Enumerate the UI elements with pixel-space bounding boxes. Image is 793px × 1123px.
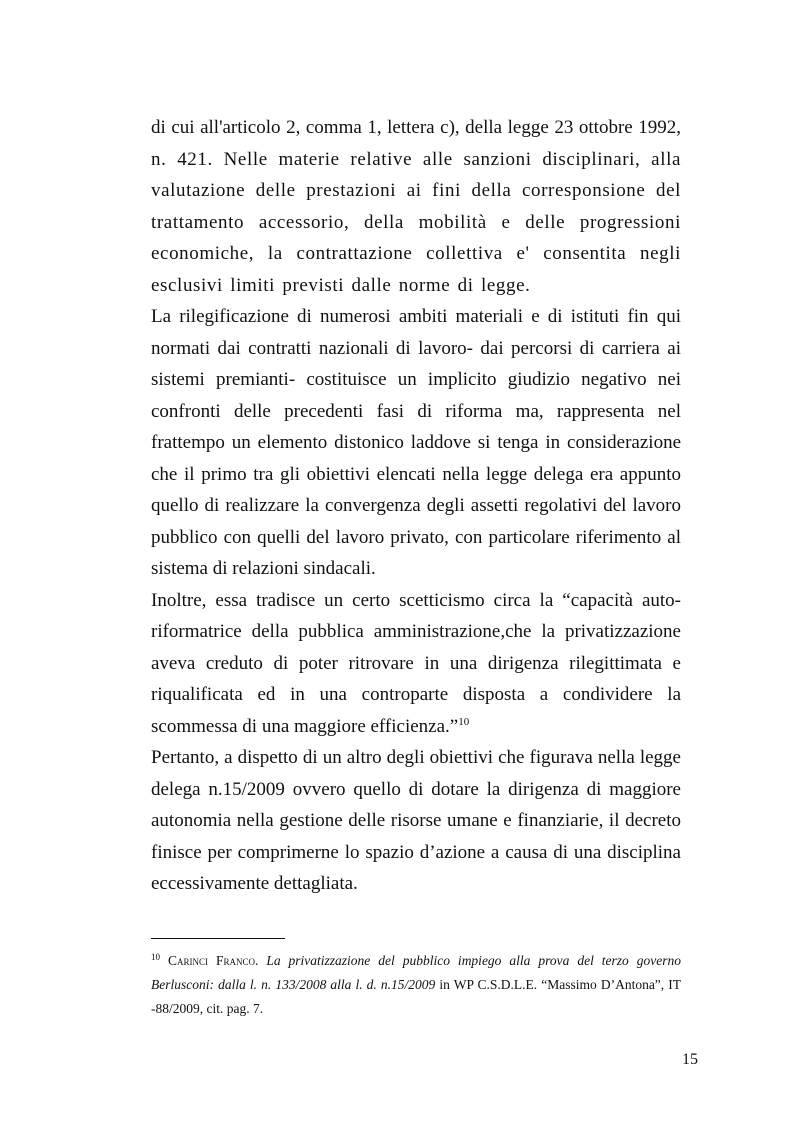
- footnote-separator: [151, 938, 285, 939]
- footnote: [151, 949, 681, 1021]
- paragraph-4: Pertanto, a dispetto di un altro degli obiettivi che figurava nella legge delega n.15/2009 ovvero quello di dotare la dirigenza di maggiore autonomia nella gestione delle risorse umane e finanziarie, il decreto finisce per comprimerne lo spazio d’azione a causa di una disciplina eccessivamente dettagliata.: [151, 747, 681, 894]
- paragraph-3: [151, 585, 681, 743]
- footnote-reference[interactable]: 10: [458, 715, 470, 728]
- footnote-author: Carinci Franco.: [168, 953, 259, 968]
- paragraph-3-text: Inoltre, essa tradisce un certo scetticismo circa la “capacità auto-riformatrice della pubblica amministrazione,che la privatizzazione aveva creduto di poter ritrovare in una dirigenza rilegittimata e riqualificata ed in una controparte disposta a condividere la scommessa di una maggiore efficienza.”: [151, 589, 681, 737]
- footnote-title: La privatizzazione del pubblico impiego alla prova del terzo governo Berlusconi: dalla l. n. 133/2008 alla l. d. n.15/2009: [151, 953, 681, 992]
- paragraph-2: La rilegificazione di numerosi ambiti materiali e di istituti fin qui normati dai contratti nazionali di lavoro- dai percorsi di carriera ai sistemi premianti- costituisce un implicito giudizio negativo nei confronti delle precedenti fasi di riforma ma, rappresenta nel frattempo un elemento distonico laddove si tenga in considerazione che il primo tra gli obiettivi elencati nella legge delega era appunto quello di realizzare la convergenza degli assetti regolativi del lavoro pubblico con quelli del lavoro privato, con particolare riferimento al sistema di relazioni sindacali.: [151, 306, 681, 579]
- paragraph-1: [151, 112, 681, 301]
- paragraph-1-line-1: di cui all'articolo 2, comma 1, lettera c), della legge 23 ottobre 1992,: [151, 117, 681, 138]
- page-number: 15: [682, 1051, 698, 1068]
- footnote-source: in WP C.S.D.L.E. “Massimo D’Antona”, IT -88/2009, cit. pag. 7.: [151, 977, 681, 1016]
- footnote-number: 10: [151, 952, 160, 962]
- paragraph-1-rest: n. 421. Nelle materie relative alle sanzioni disciplinari, alla valutazione delle prestazioni ai fini della corresponsione del trattamento accessorio, della mobilità e delle progressioni economiche, la contrattazione collettiva e' consentita negli esclusivi limiti previsti dalle norme di legge.: [151, 148, 681, 296]
- body-text: [151, 112, 681, 900]
